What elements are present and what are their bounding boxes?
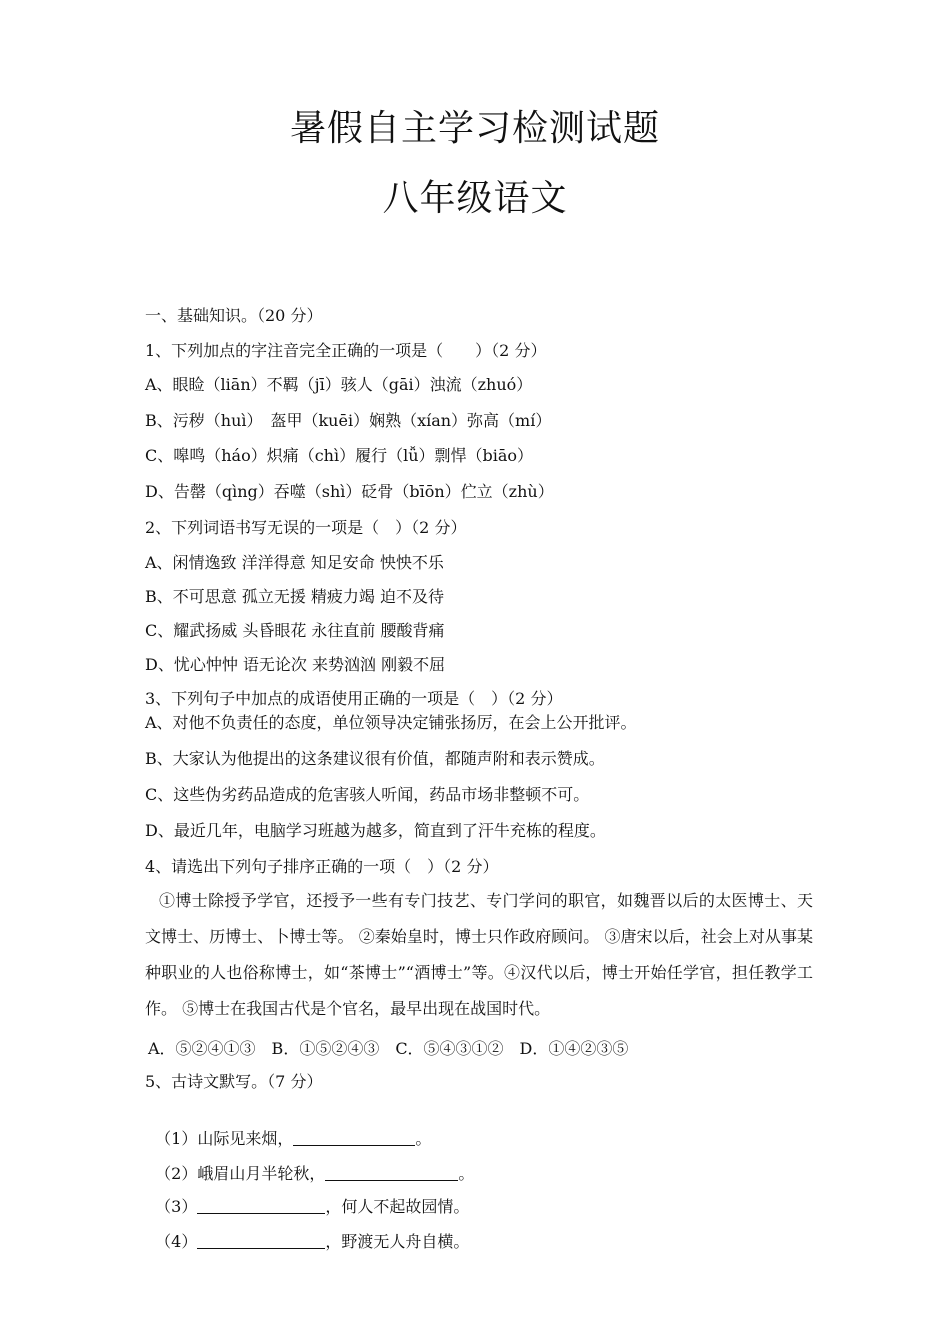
question-2-option-d: D、忧心忡忡 语无论次 来势汹汹 刚毅不屈: [145, 655, 446, 674]
question-2-option-c: C、耀武扬威 头昏眼花 永往直前 腰酸背痛: [145, 621, 445, 640]
question-1-option-d: D、告罄（qìng）吞噬（shì）砭骨（bīōn）伫立（zhù）: [145, 482, 554, 501]
page-subtitle: 八年级语文: [382, 178, 568, 219]
poem-item-2-suffix: 。: [458, 1164, 475, 1183]
poem-item-1-prefix: （1）山际见来烟，: [155, 1129, 294, 1148]
question-3-option-d: D、最近几年，电脑学习班越为越多，简直到了汗牛充栋的程度。: [145, 821, 606, 840]
poem-item-3-suffix: ，何人不起故园情。: [325, 1197, 470, 1216]
poem-item-3-prefix: （3）: [155, 1197, 198, 1216]
question-2-option-a: A、闲情逸致 洋洋得意 知足安命 怏怏不乐: [145, 553, 444, 572]
poem-item-4: [145, 1209, 469, 1253]
question-5-stem: 5、古诗文默写。（7 分）: [145, 1072, 323, 1091]
section-heading: 一、基础知识。（20 分）: [145, 306, 323, 325]
question-1-option-b: B、污秽（huì） 盔甲（kuēi）娴熟（xían）弥高（mí）: [145, 411, 552, 430]
page-title: 暑假自主学习检测试题: [289, 108, 660, 149]
question-3-option-b: B、大家认为他提出的这条建议很有价值，都随声附和表示赞成。: [145, 749, 605, 768]
question-4-paragraph: ①博士除授予学官，还授予一些有专门技艺、专门学问的职官，如魏晋以后的太医博士、天文博士、历博士、卜博士等。 ②秦始皇时，博士只作政府顾问。 ③唐宋以后，社会上对从事某种职业的人也俗称博士，如“茶博士”“酒博士”等。④汉代以后，博士开始任学官，担任教学工作。 ⑤博士在我国古代是个官名，最早出现在战国时代。: [145, 891, 813, 1018]
question-1-stem: 1、下列加点的字注音完全正确的一项是（ ）（2 分）: [145, 341, 547, 360]
poem-item-4-prefix: （4）: [155, 1232, 198, 1251]
question-4-choices: A．⑤②④①③ B．①⑤②④③ C．⑤④③①② D．①④②③⑤: [148, 1039, 629, 1058]
question-1-option-c: C、嗥鸣（háo）炽痛（chì）履行（lǚ）剽悍（biāo）: [145, 446, 534, 465]
poem-item-2-prefix: （2）峨眉山月半轮秋，: [155, 1164, 326, 1183]
question-4-stem: 4、请选出下列句子排序正确的一项（ ）（2 分）: [145, 857, 499, 876]
poem-item-1-suffix: 。: [415, 1129, 432, 1148]
poem-item-4-suffix: ，野渡无人舟自横。: [325, 1232, 470, 1251]
question-3-option-c: C、这些伪劣药品造成的危害骇人听闻，药品市场非整顿不可。: [145, 785, 590, 804]
answer-blank-4[interactable]: [197, 1232, 325, 1249]
question-2-option-b: B、不可思意 孤立无援 精疲力竭 迫不及待: [145, 587, 445, 606]
question-1-option-a: A、眼睑（liān）不羁（jī）骇人（gāi）浊流（zhuó）: [145, 375, 533, 394]
question-3-option-a: A、对他不负责任的态度，单位领导决定铺张扬厉，在会上公开批评。: [145, 713, 637, 732]
question-3-stem: 3、下列句子中加点的成语使用正确的一项是（ ）（2 分）: [145, 689, 563, 708]
question-2-stem: 2、下列词语书写无误的一项是（ ）（2 分）: [145, 518, 467, 537]
